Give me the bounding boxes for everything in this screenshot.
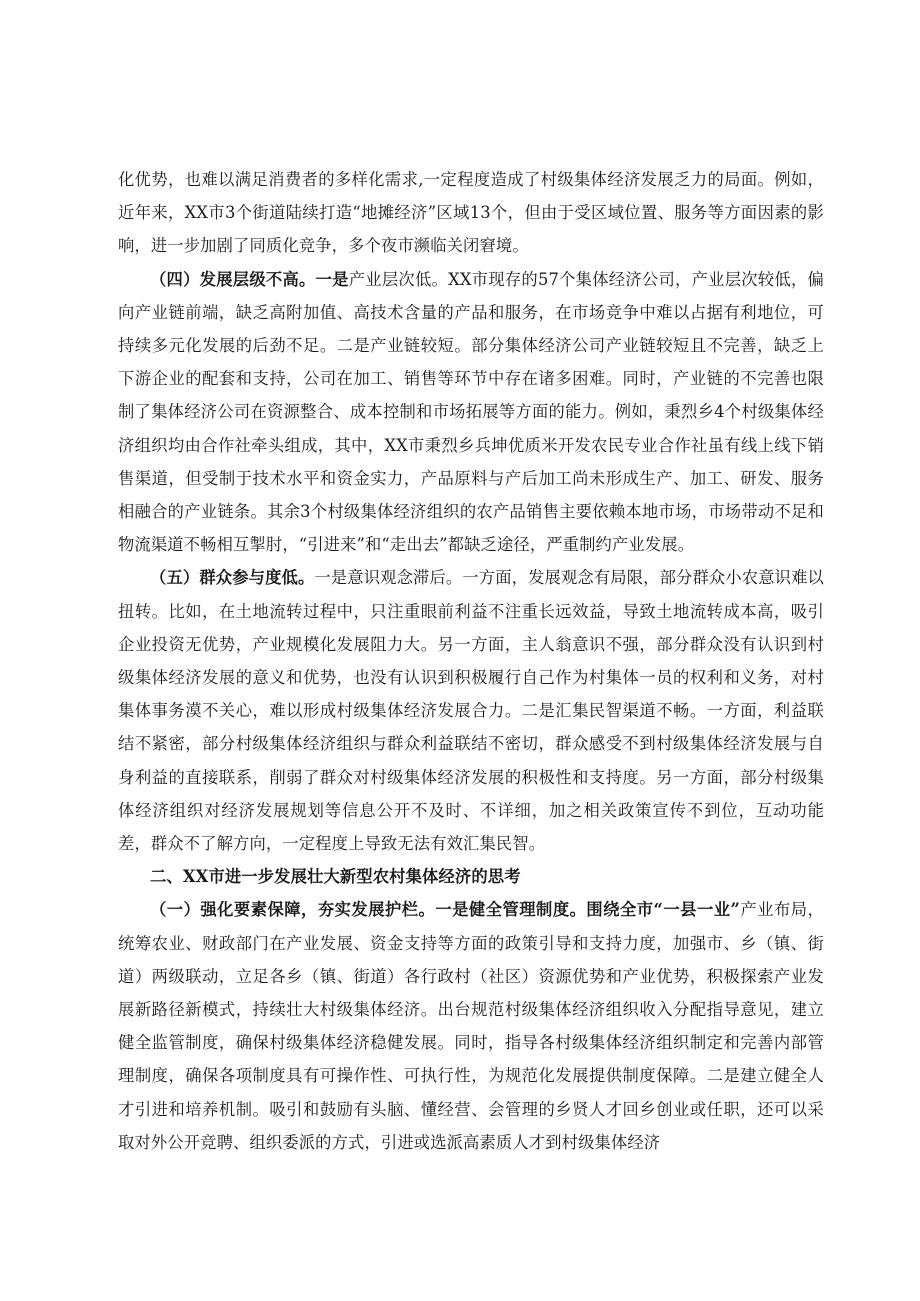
paragraph-text: 一是意识观念滞后。一方面，发展观念有局限，部分群众小农意识难以扭转。比如，在土地流转过程中，只注重眼前利益不注重长远效益，导致土地流转成本高，吸引企业投资无优势，产业规模化发展阻力大。另一方面，主人翁意识不强，部分群众没有认识到村级集体经济发展的意义和优势，也没有认识到积极履行自己作为村集体一员的权利和义务，对村集体事务漠不关心，难以形成村级集体经济发展合力。二是汇集民智渠道不畅。一方面，利益联结不紧密，部分村级集体经济组织与群众利益联结不密切，群众感受不到村级集体经济发展与自身利益的直接联系，削弱了群众对村级集体经济发展的积极性和支持度。另一方面，部分村级集体经济组织对经济发展规划等信息公开不及时、不详细，加之相关政策宣传不到位，互动功能差，群众不了解方向，一定程度上导致无法有效汇集民智。 xyxy=(118,568,824,854)
paragraph-text: 产业布局，统筹农业、财政部门在产业发展、资金支持等方面的政策引导和支持力度，加强市、乡（镇、街道）两级联动，立足各乡（镇、街道）各行政村（社区）资源优势和产业优势，积极探索产业发展新路径新模式，持续壮大村级集体经济。出台规范村级集体经济组织收入分配指导意见，建立健全监管制度，确保村级集体经济稳健发展。同时，指导各村级集体经济组织制定和完善内部管理制度，确保各项制度具有可操作性、可执行性，为规范化发展提供制度保障。二是建立健全人才引进和培养机制。吸引和鼓励有头脑、懂经营、会管理的乡贤人才回乡创业或任职，还可以采取对外公开竞聘、组织委派的方式，引进或选派高素质人才到村级集体经济 xyxy=(118,900,824,1152)
paragraph-public-participation xyxy=(118,561,824,860)
paragraph-development-level xyxy=(118,263,824,562)
paragraph-continuation xyxy=(118,163,824,263)
paragraph-heading: （五）群众参与度低。 xyxy=(150,568,315,588)
paragraph-text: 产业层次低。XX市现存的57个集体经济公司，产业层次较低，偏向产业链前端，缺乏高附加值、高技术含量的产品和服务，在市场竞争中难以占据有利地位，可持续多元化发展的后劲不足。二是产业链较短。部分集体经济公司产业链较短且不完善，缺乏上下游企业的配套和支持，公司在加工、销售等环节中存在诸多困难。同时，产业链的不完善也限制了集体经济公司在资源整合、成本控制和市场拓展等方面的能力。例如，秉烈乡4个村级集体经济组织均由合作社牵头组成，其中，XX市秉烈乡兵坤优质米开发农民专业合作社虽有线上线下销售渠道，但受制于技术水平和资金实力，产品原料与产后加工尚未形成生产、加工、研发、服务相融合的产业链条。其余3个村级集体经济组织的农产品销售主要依赖本地市场，市场带动不足和物流渠道不畅相互掣肘，“引进来”和“走出去”都缺乏途径，严重制约产业发展。 xyxy=(118,269,824,555)
section-heading: 二、XX市进一步发展壮大新型农村集体经济的思考 xyxy=(150,867,521,887)
paragraph-heading: （一）强化要素保障，夯实发展护栏。一是健全管理制度。围绕全市“一县一业” xyxy=(150,900,741,920)
paragraph-heading: （四）发展层级不高。 xyxy=(150,269,316,289)
paragraph-text: 化优势，也难以满足消费者的多样化需求,一定程度造成了村级集体经济发展乏力的局面。例如，近年来，XX市3个街道陆续打造“地摊经济”区域13个，但由于受区域位置、服务等方面因素的影响，进一步加剧了同质化竞争，多个夜市濒临关闭窘境。 xyxy=(118,170,824,256)
document-body xyxy=(118,163,824,1159)
paragraph-subheading: 一是 xyxy=(315,269,349,289)
paragraph-factor-guarantee xyxy=(118,893,824,1159)
